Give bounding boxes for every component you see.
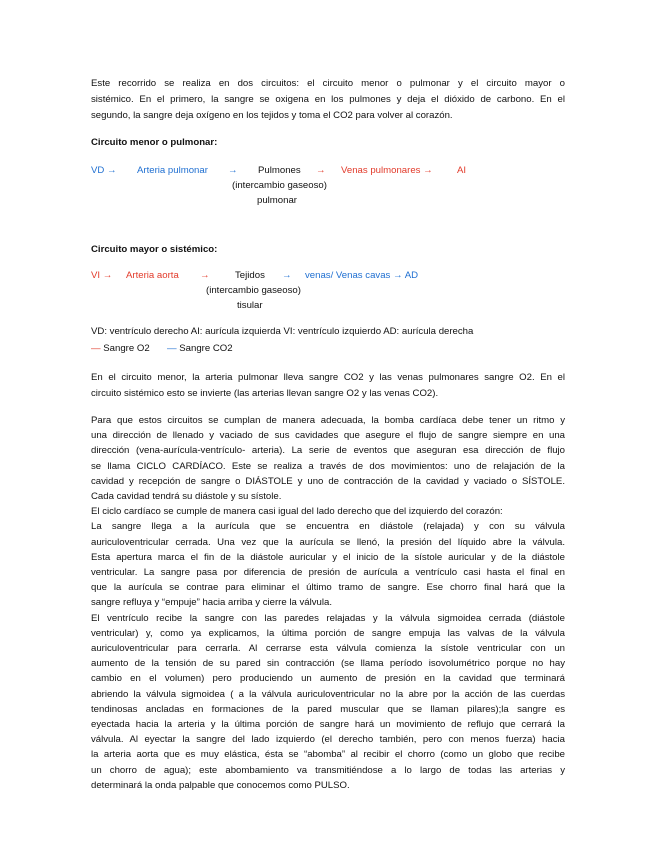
mayor-tejidos: Tejidos [235,270,265,281]
cardiac-cycle-line: Esta apertura marca el fin de la diástole auricular y el inicio de la sístole auricular y de la diástole [91,551,565,563]
mayor-arrow-2: → [282,270,292,281]
cardiac-cycle-line: dirección (vena-aurícula-ventrículo- arteria). La serie de eventos que aseguran esa dirección de flujo [91,445,565,457]
abbreviations-legend: VD: ventrículo derecho AI: aurícula izquierda VI: ventrículo izquierdo AD: aurícula derecha [91,326,474,337]
para2-line-1: En el circuito menor, la arteria pulmonar lleva sangre CO2 y las venas pulmonares sangre O2. En el [91,372,565,383]
menor-vd: VD → [91,165,117,176]
cardiac-cycle-line: un chorro de agua); este abombamiento va transmitiéndose a lo largo de todas las arterias y [91,764,565,776]
mayor-arteria: Arteria aorta [126,270,179,281]
red-legend-label: Sangre O2 [103,343,150,354]
cardiac-cycle-line: auriculoventricular cerrada. Una vez que la aurícula se llenó, la presión del líquido abre la válvula. [91,536,565,548]
intro-line-3: segundo, la sangre deja oxígeno en los tejidos y toma el CO2 para volver al corazón. [91,110,453,121]
cardiac-cycle-line: que la aurícula se contrae para eliminar el último tramo de sangre. Ese chorro final hará que la [91,582,565,594]
cardiac-cycle-line: La sangre llega a la aurícula que se encuentra en diástole (relajada) y con su válvula [91,521,565,533]
menor-heading: Circuito menor o pulmonar: [91,137,218,148]
cardiac-cycle-line: una dirección de llenado y vaciado de sus cavidades que asegure el flujo de sangre siempre en una [91,430,565,442]
cardiac-cycle-line: tendinosas ancladas en formaciones de la pared muscular que se llaman pilares);la sangre es [91,703,565,715]
cardiac-cycle-line: la arteria aorta que es muy elástica, ésta se “abomba” al recibir el chorro (como un globo que recibe [91,749,565,761]
mayor-vi: VI → [91,270,113,281]
cardiac-cycle-line: determinará la onda palpable que conocemos como PULSO. [91,779,350,791]
cardiac-cycle-line: cambio en el volumen) pero produciendo un aumento de presión en la cavidad que terminará [91,673,565,685]
cardiac-cycle-line: Cada cavidad tendrá su diástole y su sístole. [91,491,282,502]
menor-venas: Venas pulmonares → [341,165,433,176]
mayor-arrow-1: → [200,270,210,281]
menor-arrow-2: → [316,165,326,176]
cardiac-cycle-line: cavidad y recepción de sangre o DIÁSTOLE y uno de contracción de la cavidad y vaciado o SÍSTOLE. [91,475,565,487]
mayor-venas: venas/ Venas cavas → AD [305,270,419,281]
cardiac-cycle-line: Para que estos circuitos se cumplan de manera adecuada, la bomba cardíaca debe tener un ritmo y [91,415,565,426]
para2-line-2: circuito sistémico esto se invierte (las arterias llevan sangre O2 y las venas CO2). [91,388,439,399]
blue-legend-mark: — [167,343,177,354]
cardiac-cycle-line: ventricular. La sangre pasa por diferencia de presión de aurícula a ventrículo casi hasta el final en [91,567,565,578]
menor-arteria: Arteria pulmonar [137,165,208,176]
intro-line-2: sistémico. En el primero, la sangre se oxigena en los pulmones y deja el dióxido de carbono. En el [91,94,565,105]
mayor-sub-2: tisular [237,300,263,311]
cardiac-cycle-line: aumento de la tensión de su pared sin contracción (se llama período isovolumétrico porque no hay [91,658,565,670]
menor-pulmones: Pulmones [258,165,301,176]
intro-line-1: Este recorrido se realiza en dos circuitos: el circuito menor o pulmonar y el circuito mayor o [91,78,565,89]
cardiac-cycle-line: eyectada hacia la arteria y la última porción de sangre hará un movimiento de reflujo que cerrará la [91,719,565,730]
color-legend [91,341,233,357]
cardiac-cycle-line: ventricular) y, como ya explicamos, la última porción de sangre empuja las valvas de la válvula [91,627,565,639]
mayor-heading: Circuito mayor o sistémico: [91,244,218,255]
cardiac-cycle-line: se llama CICLO CARDÍACO. Este se realiza a través de dos movimientos: uno de relajación de la [91,460,565,472]
blue-legend-label: Sangre CO2 [179,343,233,354]
cardiac-cycle-line: válvula. Al eyectar la sangre del lado izquierdo (el derecho también, pero con menos fuerza) hacia [91,734,565,746]
menor-arrow-1: → [228,165,238,176]
menor-ai: AI [457,165,467,176]
cardiac-cycle-line: El ventrículo recibe la sangre con las paredes relajadas y la válvula sigmoidea cerrada (diástole [91,612,565,624]
cardiac-cycle-line: El ciclo cardíaco se cumple de manera casi igual del lado derecho que del izquierdo del corazón: [91,506,503,518]
menor-sub-2: pulmonar [257,195,297,206]
menor-sub-1: (intercambio gaseoso) [232,180,327,191]
cardiac-cycle-line: auriculoventricular para cerrarla. Al cerrarse esta válvula comienza la sístole ventricular con un [91,643,565,654]
cardiac-cycle-line: abriendo la válvula sigmoidea ( a la válvula auriculoventricular no la abre por la acción de las cuerdas [91,688,565,700]
cardiac-cycle-line: sangre refluya y “empuje” hacia arriba y cierre la válvula. [91,597,333,609]
mayor-sub-1: (intercambio gaseoso) [206,285,301,296]
red-legend-mark: — [91,343,101,354]
